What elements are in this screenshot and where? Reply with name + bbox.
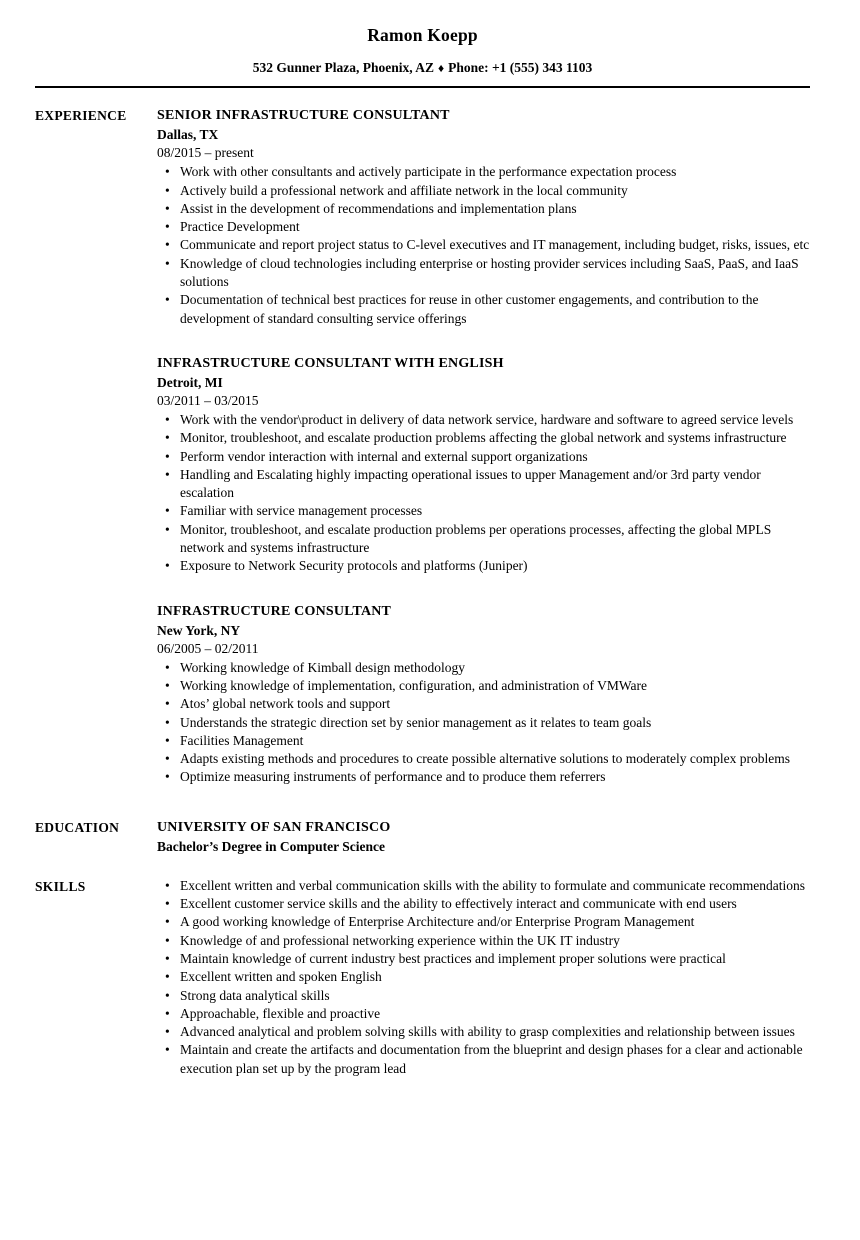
bullet-item: • Working knowledge of implementation, configuration, and administration of VMWare: [157, 677, 810, 695]
bullet-item: • Working knowledge of Kimball design methodology: [157, 659, 810, 677]
education-section-label: EDUCATION: [35, 819, 120, 835]
job-location: New York, NY: [157, 622, 241, 638]
job-title: SENIOR INFRASTRUCTURE CONSULTANT: [157, 108, 450, 124]
school-name: UNIVERSITY OF SAN FRANCISCO: [157, 819, 391, 835]
bullet-item: • Facilities Management: [157, 732, 810, 750]
job-dates: 08/2015 – present: [157, 145, 254, 161]
resume-header: [35, 24, 810, 88]
job-title: INFRASTRUCTURE CONSULTANT WITH ENGLISH: [157, 355, 504, 371]
bullet-item: • Maintain knowledge of current industry best practices and implement proper solutions were practical: [157, 950, 810, 968]
bullet-item: • Exposure to Network Security protocols and platforms (Juniper): [157, 557, 810, 575]
job-bullet-list: [157, 659, 810, 787]
bullet-item: • A good working knowledge of Enterprise Architecture and/or Enterprise Program Management: [157, 913, 810, 931]
job-bullet-list: [157, 163, 810, 328]
education-section: [35, 818, 810, 856]
bullet-item: • Documentation of technical best practices for reuse in other customer engagements, and contribution to the development of standard consulting service offerings: [157, 291, 810, 328]
contact-line: [35, 59, 810, 77]
bullet-item: • Monitor, troubleshoot, and escalate production problems per operations processes, affecting the global MPLS network and systems infrastructure: [157, 521, 810, 558]
skills-content: [157, 877, 810, 1078]
bullet-item: • Assist in the development of recommendations and implementation plans: [157, 200, 810, 218]
experience-content: [157, 106, 810, 786]
skills-section: [35, 877, 810, 1078]
bullet-item: • Advanced analytical and problem solving skills with ability to grasp complexities and relationship between issues: [157, 1023, 810, 1041]
experience-section-label: EXPERIENCE: [35, 108, 127, 124]
bullet-item: • Practice Development: [157, 218, 810, 236]
bullet-item: • Work with other consultants and actively participate in the performance expectation process: [157, 163, 810, 181]
bullet-item: • Excellent written and spoken English: [157, 968, 810, 986]
job-title: INFRASTRUCTURE CONSULTANT: [157, 603, 392, 619]
job-location: Dallas, TX: [157, 127, 219, 143]
job-location: Detroit, MI: [157, 374, 223, 390]
candidate-name: Ramon Koepp: [367, 25, 478, 45]
bullet-item: • Excellent customer service skills and the ability to effectively interact and communicate with end users: [157, 895, 810, 913]
job-bullet-list: [157, 411, 810, 576]
job-entry: [157, 106, 810, 328]
bullet-item: • Excellent written and verbal communication skills with the ability to formulate and communicate recommendations: [157, 877, 810, 895]
skills-bullet-list: [157, 877, 810, 1078]
bullet-item: • Approachable, flexible and proactive: [157, 1005, 810, 1023]
bullet-item: • Perform vendor interaction with internal and external support organizations: [157, 448, 810, 466]
bullet-item: • Work with the vendor\product in delivery of data network service, hardware and software to agreed service levels: [157, 411, 810, 429]
bullet-item: • Atos’ global network tools and support: [157, 695, 810, 713]
bullet-item: • Monitor, troubleshoot, and escalate production problems affecting the global network and systems infrastructure: [157, 429, 810, 447]
bullet-item: • Maintain and create the artifacts and documentation from the blueprint and design phases for a clear and actionable execution plan set up by the program lead: [157, 1041, 810, 1078]
bullet-item: • Knowledge of cloud technologies including enterprise or hosting provider services including SaaS, PaaS, and IaaS solutions: [157, 255, 810, 292]
bullet-item: • Optimize measuring instruments of performance and to produce them referrers: [157, 768, 810, 786]
job-entry: [157, 602, 810, 787]
bullet-item: • Familiar with service management processes: [157, 502, 810, 520]
bullet-item: • Communicate and report project status to C-level executives and IT management, including budget, risks, issues, etc: [157, 236, 810, 254]
job-dates: 06/2005 – 02/2011: [157, 640, 259, 656]
bullet-item: • Adapts existing methods and procedures to create possible alternative solutions to moderately complex problems: [157, 750, 810, 768]
job-entry: [157, 354, 810, 576]
degree-name: Bachelor’s Degree in Computer Science: [157, 838, 385, 854]
experience-section: [35, 106, 810, 786]
contact-address: 532 Gunner Plaza, Phoenix, AZ: [252, 60, 434, 75]
bullet-item: • Understands the strategic direction set by senior management as it relates to team goals: [157, 714, 810, 732]
bullet-item: • Handling and Escalating highly impacting operational issues to upper Management and/or 3rd party vendor escalation: [157, 466, 810, 503]
bullet-item: • Knowledge of and professional networking experience within the UK IT industry: [157, 932, 810, 950]
job-dates: 03/2011 – 03/2015: [157, 392, 259, 408]
skills-section-label: SKILLS: [35, 878, 86, 894]
bullet-item: • Actively build a professional network and affiliate network in the local community: [157, 182, 810, 200]
bullet-item: • Strong data analytical skills: [157, 987, 810, 1005]
diamond-separator-icon: ♦: [437, 61, 445, 75]
education-content: [157, 818, 810, 856]
contact-phone: Phone: +1 (555) 343 1103: [448, 60, 593, 75]
header-divider: [35, 86, 810, 88]
